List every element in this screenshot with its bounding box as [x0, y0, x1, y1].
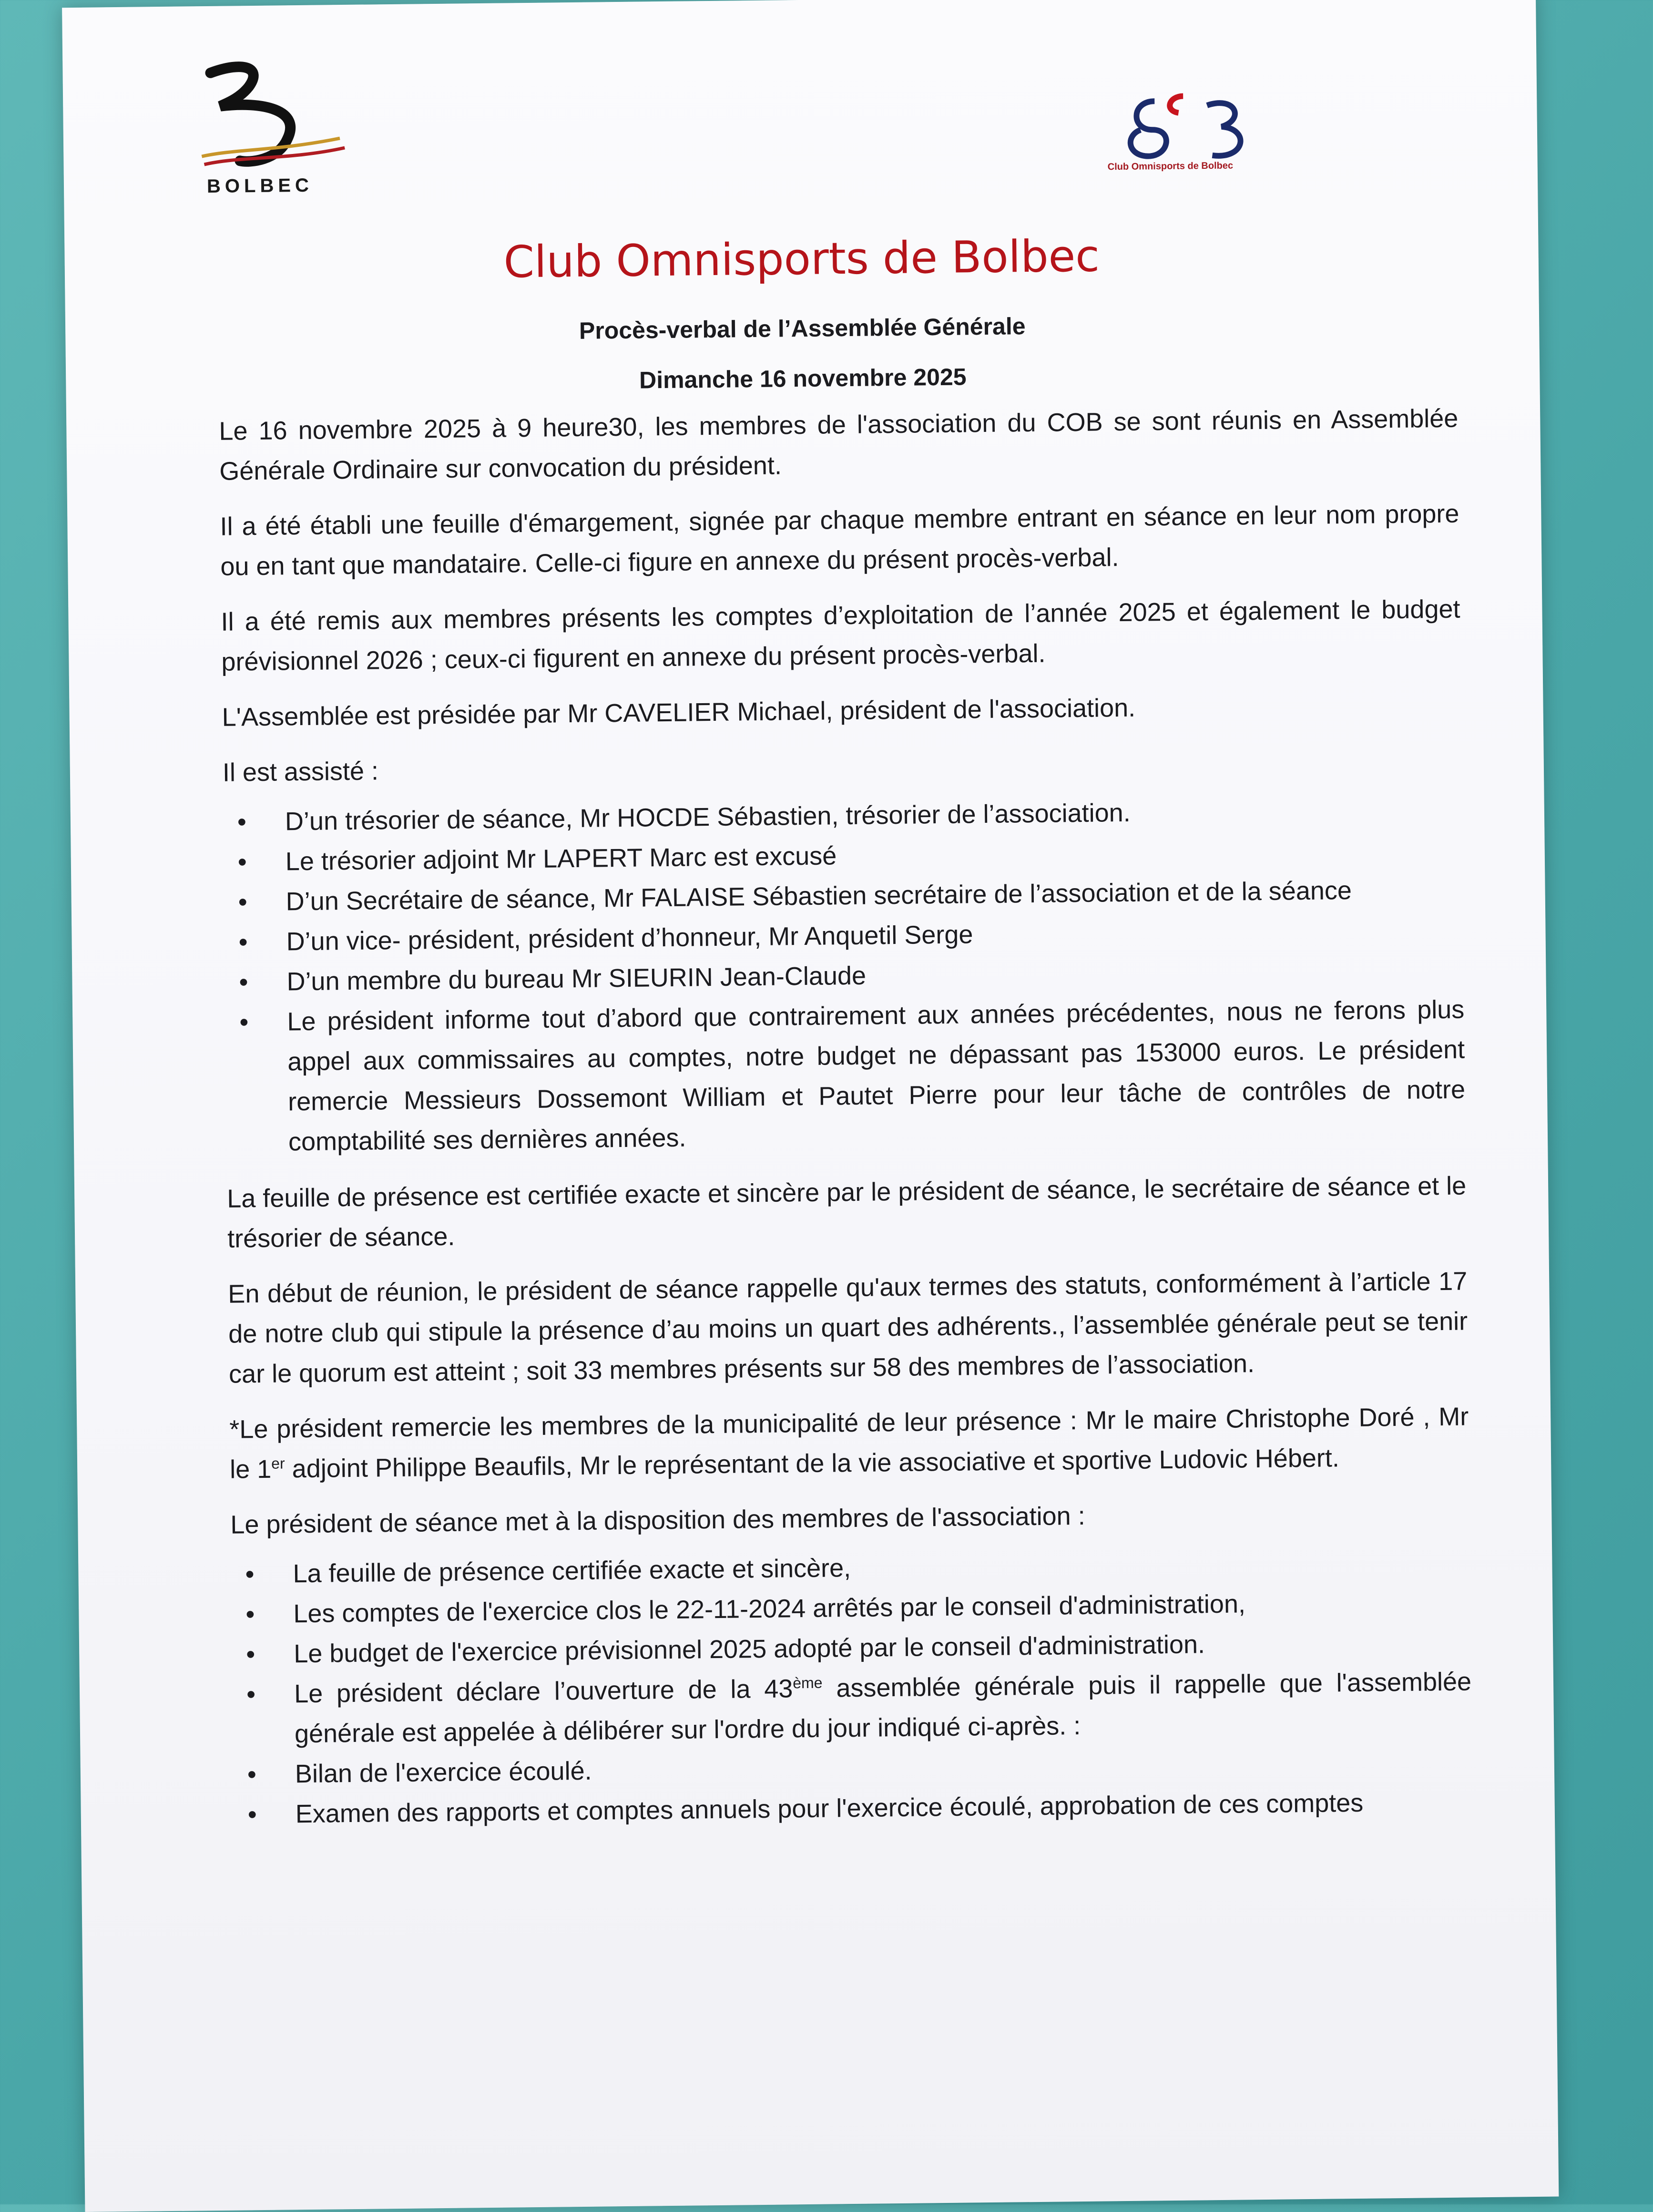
list-item: • Le budget de l'exercice prévisionnel 2025 adopté par le conseil d'administration. [294, 1621, 1471, 1674]
list-item: • Le trésorier adjoint Mr LAPERT Marc est excusé [285, 830, 1463, 882]
list-item: • D’un membre du bureau Mr SIEURIN Jean-Claude [286, 950, 1464, 1002]
paragraph-municipality: *Le président remercie les membres de la municipalité de leur présence : Mr le maire Christophe Doré , Mr le 1er adjoint Philippe Beaufils, Mr le représentant de la vie associative et sportive Ludovic Hébert. [229, 1402, 1469, 1484]
paragraph-accounts: Il a été remis aux membres présents les comptes d’exploitation de l’année 2025 et également le budget prévisionnel 2026 ; ceux-ci figurent en annexe du présent procès-verbal. [221, 594, 1460, 676]
paragraph-quorum: En début de réunion, le président de séance rappelle qu'aux termes des statuts, conformément à l’article 17 de notre club qui stipule la présence d’au moins un quart des adhérents., l’assemblée générale peut se tenir car le quorum est atteint ; soit 33 membres présents sur 58 des membres de l’association. [228, 1267, 1468, 1389]
paragraph-attendance-sheet: Il a été établi une feuille d'émargement, signée par chaque membre entrant en séance en leur nom propre ou en tant que mandataire. Celle-ci figure en annexe du présent procès-verbal. [220, 499, 1459, 581]
list-item: • D’un Secrétaire de séance, Mr FALAISE Sébastien secrétaire de l’association et de la séance [286, 870, 1463, 922]
document-subtitle: Procès-verbal de l’Assemblée Générale [579, 313, 1026, 344]
paragraph-meeting-intro: Le 16 novembre 2025 à 9 heure30, les membres de l'association du COB se sont réunis en Assemblée Générale Ordinaire sur convocation du président. [219, 404, 1459, 486]
list-item: • Bilan de l'exercice écoulé. [295, 1741, 1472, 1794]
bullet-icon: • [245, 1640, 255, 1669]
club-logo-text: Club Omnisports de Bolbec [1107, 160, 1234, 173]
bullet-icon: • [239, 1008, 249, 1037]
paragraph-chair: L'Assemblée est présidée par Mr CAVELIER Michael, président de l'association. [222, 693, 1136, 732]
list-item: • Le président informe tout d’abord que contrairement aux années précédentes, nous ne ferons plus appel aux commissaires au comptes, notre budget ne dépassant pas 153000 euros. Le président remercie Messieurs Dossemont William et Pautet Pierre pour leur tâche de contrôles de notre comptabilité ses dernières années. [239, 995, 1466, 1157]
bullet-icon: • [239, 968, 248, 997]
assistants-list [223, 789, 1466, 1163]
documents-list [231, 1541, 1473, 1834]
paragraph-certification: La feuille de présence est certifiée exacte et sincère par le président de séance, le secrétaire de séance et le trésorier de séance. [226, 1171, 1467, 1253]
document-page [62, 0, 1559, 2212]
list-item: • D’un vice- président, président d’honneur, Mr Anquetil Serge [286, 910, 1464, 962]
bullet-icon: • [238, 888, 247, 917]
bullet-icon: • [247, 1800, 257, 1829]
minutes-body [219, 399, 1473, 1851]
bullet-icon: • [237, 848, 247, 877]
bullet-icon: • [245, 1600, 255, 1629]
bullet-icon: • [247, 1760, 257, 1789]
paragraph-documents-intro: Le président de séance met à la disposition des membres de l'association : [230, 1501, 1085, 1539]
list-item: • Examen des rapports et comptes annuels pour l'exercice écoulé, approbation de ces comptes [295, 1782, 1473, 1834]
list-item: • Le président déclare l’ouverture de la 43ème assemblée générale puis il rappelle que l'assemblée générale est appelée à délibérer sur l'ordre du jour indiqué ci-après. : [246, 1667, 1472, 1749]
list-item: • La feuille de présence certifiée exacte et sincère, [293, 1541, 1470, 1594]
bullet-icon: • [245, 1560, 255, 1589]
bolbec-logo-text: BOLBEC [206, 174, 314, 197]
bullet-icon: • [246, 1680, 256, 1709]
list-item: • Les comptes de l'exercice clos le 22-11-2024 arrêtés par le conseil d'administration, [293, 1581, 1471, 1634]
club-title: Club Omnisports de Bolbec [503, 230, 1100, 288]
bullet-icon: • [237, 808, 247, 837]
list-item: • D’un trésorier de séance, Mr HOCDE Sébastien, trésorier de l’association. [285, 789, 1463, 842]
paragraph-assisted: Il est assisté : [222, 757, 379, 787]
meeting-date: Dimanche 16 novembre 2025 [639, 363, 967, 394]
bullet-icon: • [238, 928, 248, 957]
